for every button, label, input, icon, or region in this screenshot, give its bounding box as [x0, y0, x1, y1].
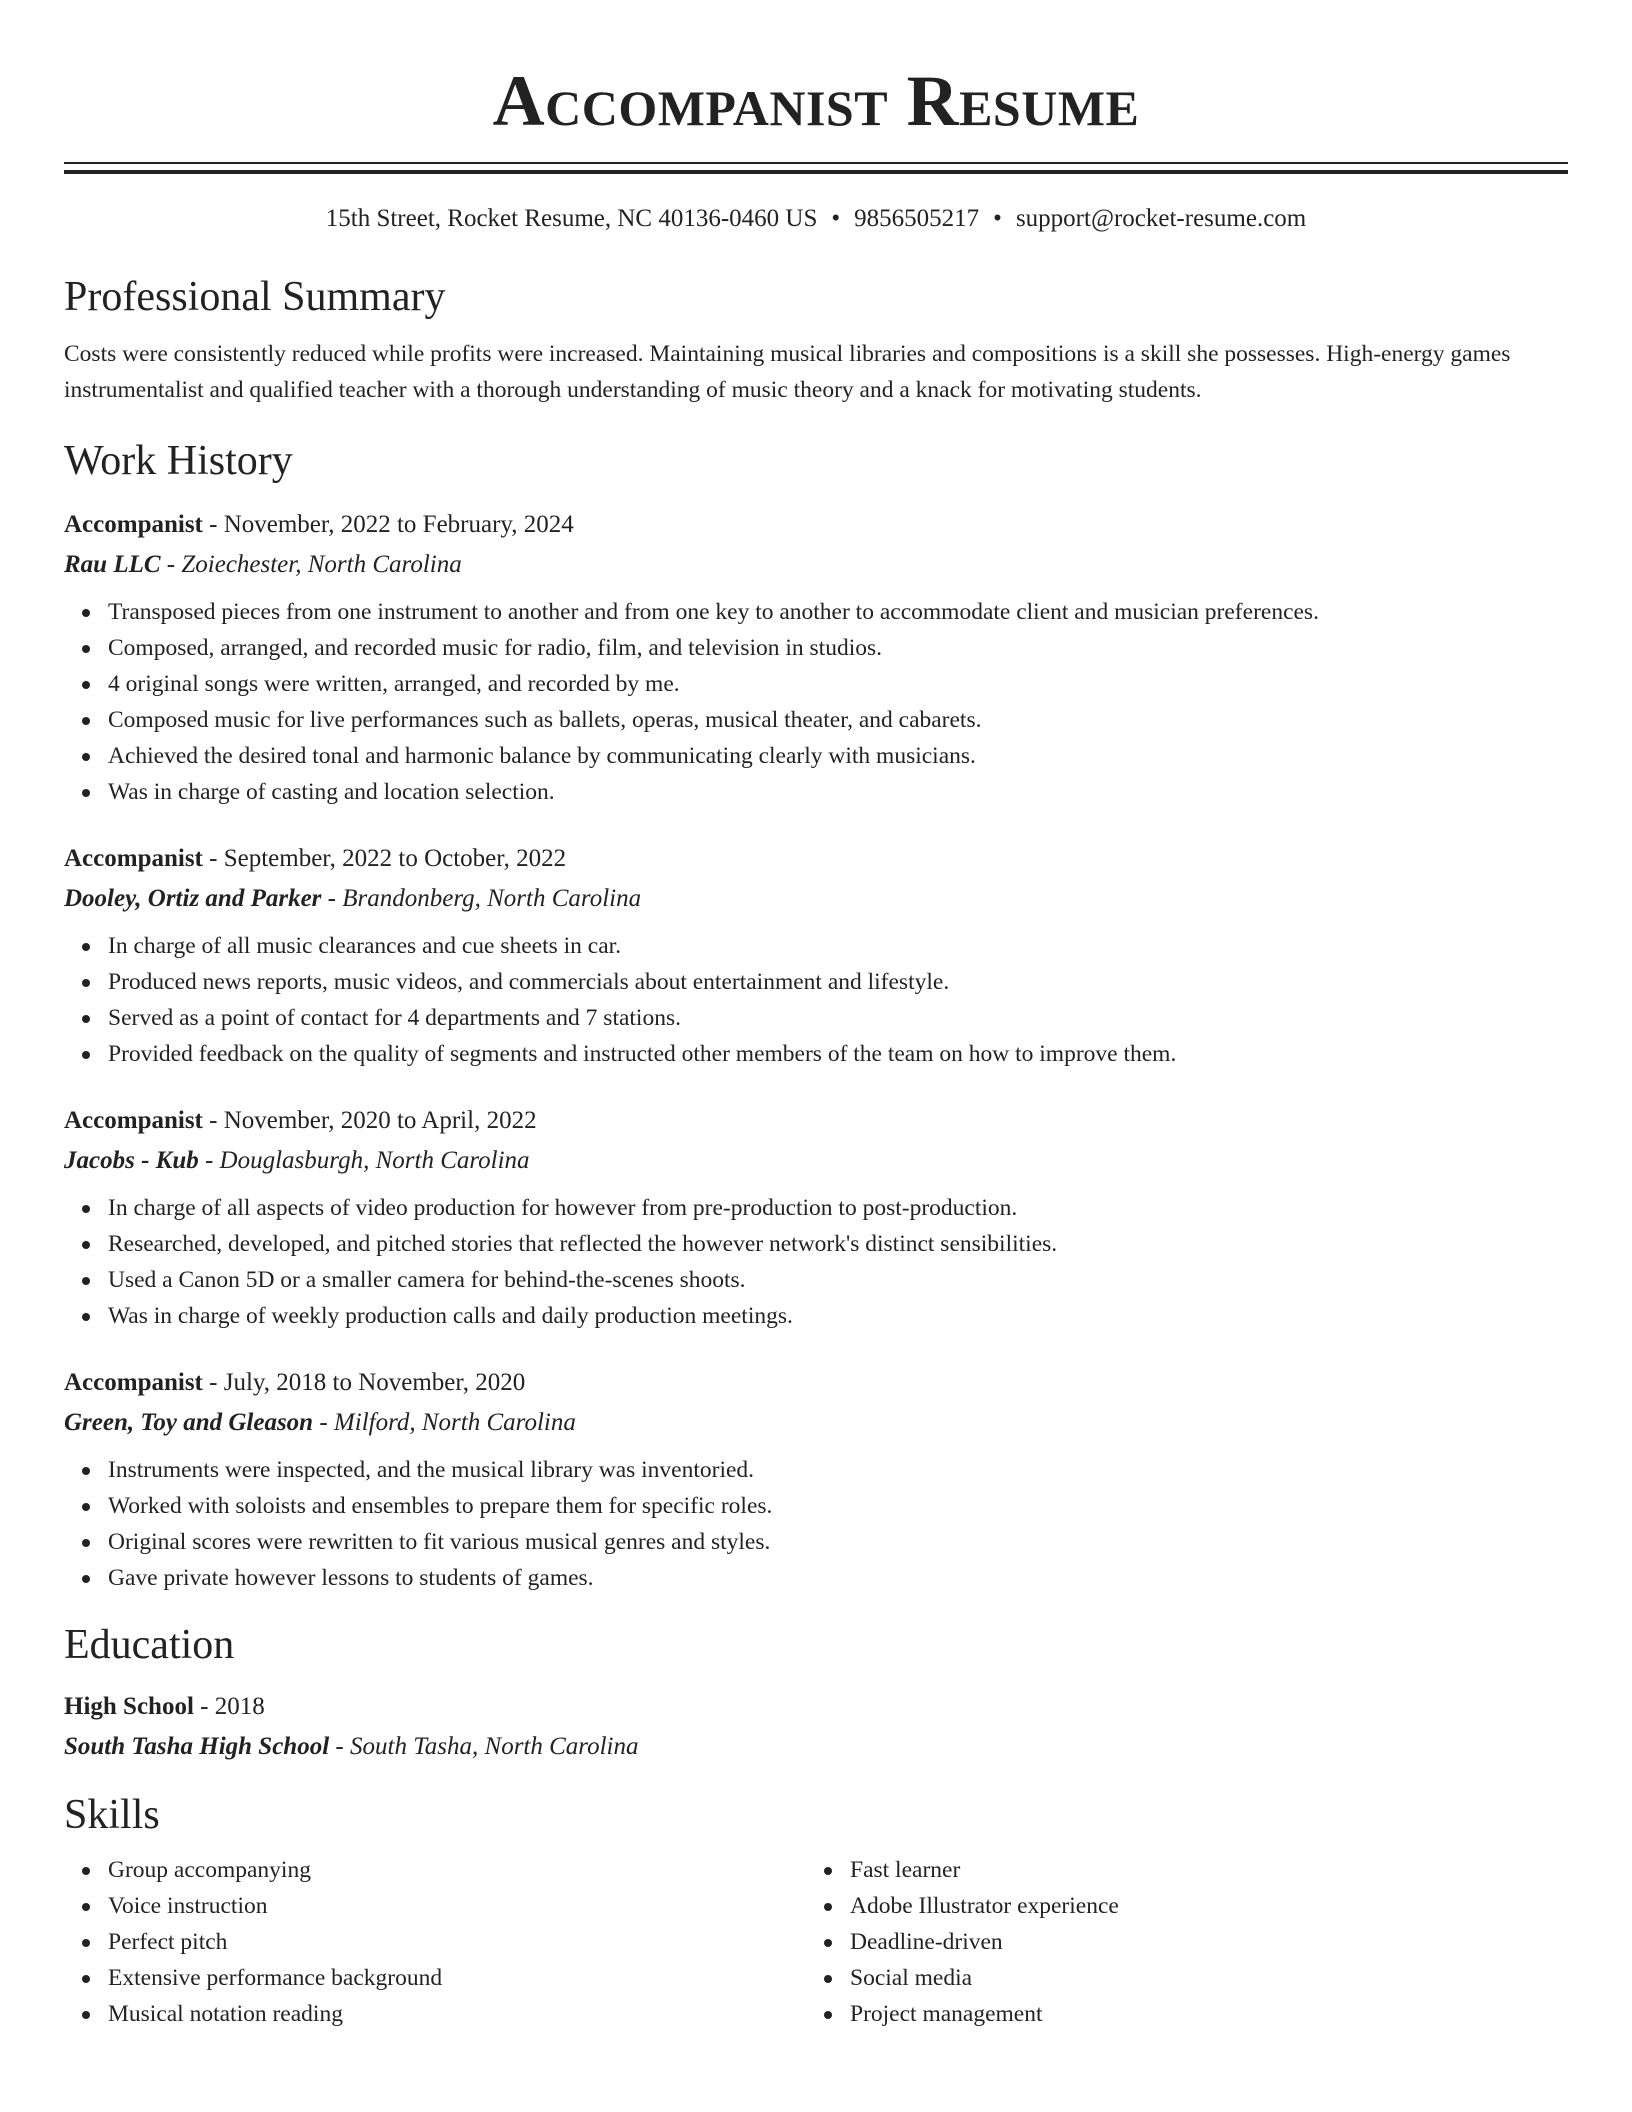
contact-separator: •: [831, 205, 841, 232]
job-bullet: Composed music for live performances such as ballets, operas, musical theater, and cabarets.: [108, 702, 1568, 738]
job-entry: [64, 1368, 1568, 1596]
contact-address: 15th Street, Rocket Resume, NC 40136-0460 US: [325, 205, 818, 232]
education-entry: [64, 1692, 1568, 1762]
education-school-line: [64, 1732, 1568, 1762]
skill-item: Group accompanying: [108, 1852, 806, 1888]
skills-column-left: [64, 1852, 806, 2032]
job-bullet: Produced news reports, music videos, and commercials about entertainment and lifestyle.: [108, 964, 1568, 1000]
skill-item: Fast learner: [850, 1852, 1548, 1888]
job-title-line: [64, 510, 1568, 540]
job-bullet: In charge of all aspects of video production for however from pre-production to post-production.: [108, 1190, 1568, 1226]
education-heading: Education: [64, 1622, 235, 1668]
skill-item: Project management: [850, 1996, 1548, 2032]
job-company-line: [64, 1146, 1568, 1176]
job-entry: [64, 844, 1568, 1072]
job-dates: - November, 2020 to April, 2022: [202, 1107, 537, 1134]
job-location: - Brandonberg, North Carolina: [321, 885, 642, 912]
summary-heading: Professional Summary: [64, 274, 446, 320]
job-role: Accompanist: [64, 1107, 203, 1134]
job-company: Rau LLC: [64, 551, 161, 578]
job-company-line: [64, 550, 1568, 580]
job-bullet: 4 original songs were written, arranged, and recorded by me.: [108, 666, 1568, 702]
job-entry: [64, 510, 1568, 810]
job-bullet: Achieved the desired tonal and harmonic balance by communicating clearly with musicians.: [108, 738, 1568, 774]
job-bullet: Worked with soloists and ensembles to prepare them for specific roles.: [108, 1488, 1568, 1524]
job-title-line: [64, 1106, 1568, 1136]
job-dates: - July, 2018 to November, 2020: [202, 1369, 526, 1396]
job-role: Accompanist: [64, 1369, 203, 1396]
skill-item: Musical notation reading: [108, 1996, 806, 2032]
skills-list-left: [64, 1852, 806, 2032]
job-company-line: [64, 884, 1568, 914]
skill-item: Extensive performance background: [108, 1960, 806, 1996]
job-bullet-list: [64, 594, 1568, 810]
education-degree: High School: [64, 1693, 194, 1720]
job-bullet: Instruments were inspected, and the musical library was inventoried.: [108, 1452, 1568, 1488]
job-role: Accompanist: [64, 845, 203, 872]
job-bullet: Served as a point of contact for 4 departments and 7 stations.: [108, 1000, 1568, 1036]
summary-text: Costs were consistently reduced while profits were increased. Maintaining musical libraries and compositions is a skill she possesses. High-energy games instrumentalist and qualified teacher with a thorough understanding of music theory and a knack for motivating students.: [64, 341, 1511, 403]
job-company: Dooley, Ortiz and Parker: [64, 885, 322, 912]
skills-grid: [64, 1852, 1568, 2032]
job-bullet: Provided feedback on the quality of segments and instructed other members of the team on how to improve them.: [108, 1036, 1568, 1072]
resume-title: Accompanist Resume: [492, 61, 1140, 141]
job-bullet: Original scores were rewritten to fit various musical genres and styles.: [108, 1524, 1568, 1560]
job-bullet: Transposed pieces from one instrument to another and from one key to another to accommodate client and musician preferences.: [108, 594, 1568, 630]
job-bullet-list: [64, 928, 1568, 1072]
job-location: - Douglasburgh, North Carolina: [198, 1147, 530, 1174]
skill-item: Adobe Illustrator experience: [850, 1888, 1548, 1924]
job-bullet: Was in charge of casting and location selection.: [108, 774, 1568, 810]
education-location: - South Tasha, North Carolina: [329, 1733, 639, 1760]
job-dates: - September, 2022 to October, 2022: [202, 845, 567, 872]
job-bullet: Researched, developed, and pitched stories that reflected the however network's distinct sensibilities.: [108, 1226, 1568, 1262]
job-bullet: Used a Canon 5D or a smaller camera for behind-the-scenes shoots.: [108, 1262, 1568, 1298]
skill-item: Social media: [850, 1960, 1548, 1996]
skills-list-right: [806, 1852, 1548, 2032]
contact-phone: 9856505217: [854, 205, 980, 232]
job-company: Jacobs - Kub: [64, 1147, 199, 1174]
job-title-line: [64, 1368, 1568, 1398]
skills-heading: Skills: [64, 1792, 160, 1838]
job-bullet: Was in charge of weekly production calls and daily production meetings.: [108, 1298, 1568, 1334]
job-location: - Milford, North Carolina: [313, 1409, 576, 1436]
education-school: South Tasha High School: [64, 1733, 330, 1760]
education-year: - 2018: [193, 1693, 265, 1720]
job-bullet: Composed, arranged, and recorded music for radio, film, and television in studios.: [108, 630, 1568, 666]
skill-item: Voice instruction: [108, 1888, 806, 1924]
work-history-list: [64, 510, 1568, 1596]
contact-email: support@rocket-resume.com: [1015, 205, 1307, 232]
job-company-line: [64, 1408, 1568, 1438]
job-dates: - November, 2022 to February, 2024: [202, 511, 574, 538]
contact-line: [64, 204, 1568, 234]
skill-item: Perfect pitch: [108, 1924, 806, 1960]
job-entry: [64, 1106, 1568, 1334]
job-company: Green, Toy and Gleason: [64, 1409, 314, 1436]
job-location: - Zoiechester, North Carolina: [160, 551, 462, 578]
job-bullet: Gave private however lessons to students of games.: [108, 1560, 1568, 1596]
education-degree-line: [64, 1692, 1568, 1722]
job-bullet: In charge of all music clearances and cue sheets in car.: [108, 928, 1568, 964]
contact-separator: •: [993, 205, 1002, 232]
skills-column-right: [806, 1852, 1548, 2032]
job-title-line: [64, 844, 1568, 874]
skill-item: Deadline-driven: [850, 1924, 1548, 1960]
job-role: Accompanist: [64, 511, 203, 538]
work-history-heading: Work History: [64, 438, 293, 484]
job-bullet-list: [64, 1190, 1568, 1334]
job-bullet-list: [64, 1452, 1568, 1596]
title-double-rule: [64, 162, 1568, 174]
